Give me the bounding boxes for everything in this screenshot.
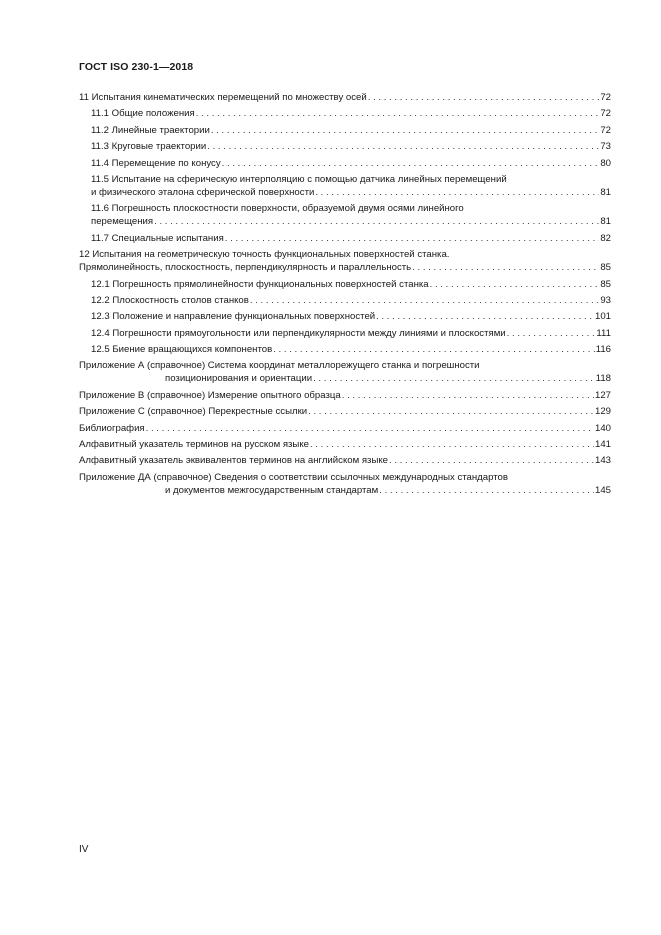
dot-leader bbox=[376, 310, 594, 323]
document-header: ГОСТ ISO 230-1—2018 bbox=[79, 61, 194, 73]
toc-entry-page: 85 bbox=[600, 278, 611, 290]
dot-leader bbox=[225, 232, 600, 245]
toc-entry-page: 145 bbox=[594, 484, 611, 496]
toc-entry-page: 82 bbox=[600, 232, 611, 244]
toc-entry-label: перемещения bbox=[91, 216, 154, 228]
toc-entry-first-line: Приложение А (справочное) Система координат металлорежущего станка и погрешности bbox=[79, 360, 480, 372]
toc-entry-page: 129 bbox=[594, 406, 611, 418]
dot-leader bbox=[207, 140, 599, 153]
table-of-contents bbox=[79, 91, 611, 500]
dot-leader bbox=[308, 405, 594, 418]
toc-entry[interactable] bbox=[79, 422, 611, 435]
dot-leader bbox=[379, 484, 594, 497]
toc-entry-label: 11.7 Специальные испытания bbox=[91, 232, 224, 244]
toc-entry-page: 127 bbox=[594, 389, 611, 401]
dot-leader bbox=[368, 91, 600, 104]
toc-entry[interactable] bbox=[79, 359, 611, 385]
toc-entry-first-line: 11.6 Погрешность плоскостности поверхности, образуемой двумя осями линейного bbox=[91, 203, 464, 215]
toc-entry-label: 11 Испытания кинематических перемещений по множеству осей bbox=[79, 92, 367, 103]
toc-entry[interactable] bbox=[79, 310, 611, 323]
toc-entry-label: и документов межгосударственным стандартам bbox=[165, 484, 379, 496]
toc-entry[interactable] bbox=[79, 202, 611, 228]
toc-entry[interactable] bbox=[79, 471, 611, 497]
toc-entry-label: 12.4 Погрешности прямоугольности или перпендикулярности между линиями и плоскостями bbox=[91, 327, 506, 339]
toc-entry-label: Приложение С (справочное) Перекрестные ссылки bbox=[79, 406, 308, 418]
toc-entry-label: 11.4 Перемещение по конусу bbox=[91, 157, 221, 169]
dot-leader bbox=[315, 186, 599, 199]
dot-leader bbox=[196, 107, 600, 120]
toc-entry[interactable] bbox=[79, 91, 611, 104]
toc-entry-page: 80 bbox=[600, 157, 611, 169]
toc-entry-label: Прямолинейность, плоскостность, перпендикулярность и параллельность bbox=[79, 262, 412, 274]
toc-entry-page: 72 bbox=[600, 92, 611, 103]
toc-entry-first-line: Приложение ДА (справочное) Сведения о соответствии ссылочных международных стандартов bbox=[79, 471, 508, 483]
toc-entry-page: 85 bbox=[600, 262, 611, 274]
toc-entry-page: 141 bbox=[594, 439, 611, 451]
dot-leader bbox=[211, 124, 599, 137]
toc-entry[interactable] bbox=[79, 248, 611, 274]
toc-entry-page: 72 bbox=[600, 108, 611, 120]
toc-entry-page: 118 bbox=[595, 373, 611, 385]
toc-entry[interactable] bbox=[79, 389, 611, 402]
toc-entry[interactable] bbox=[79, 438, 611, 451]
dot-leader bbox=[389, 454, 594, 467]
toc-entry-page: 143 bbox=[594, 455, 611, 467]
dot-leader bbox=[273, 343, 595, 356]
toc-entry-label: 11.1 Общие положения bbox=[91, 108, 195, 120]
dot-leader bbox=[222, 157, 600, 170]
toc-entry[interactable] bbox=[79, 327, 611, 340]
toc-entry[interactable] bbox=[79, 173, 611, 199]
toc-entry[interactable] bbox=[79, 157, 611, 170]
dot-leader bbox=[412, 261, 599, 274]
toc-entry[interactable] bbox=[79, 343, 611, 356]
toc-entry-label: Алфавитный указатель терминов на русском языке bbox=[79, 439, 309, 451]
toc-entry-label: Приложение В (справочное) Измерение опытного образца bbox=[79, 389, 341, 401]
toc-entry-page: 111 bbox=[596, 327, 611, 339]
toc-entry[interactable] bbox=[79, 278, 611, 291]
dot-leader bbox=[507, 327, 596, 340]
toc-entry[interactable] bbox=[79, 140, 611, 153]
dot-leader bbox=[313, 372, 595, 385]
toc-entry-page: 81 bbox=[600, 216, 611, 228]
toc-entry-label: Алфавитный указатель эквивалентов терминов на английском языке bbox=[79, 455, 388, 467]
toc-entry[interactable] bbox=[79, 232, 611, 245]
toc-entry-first-line: 11.5 Испытание на сферическую интерполяцию с помощью датчика линейных перемещений bbox=[91, 173, 507, 185]
toc-entry-label: 11.2 Линейные траектории bbox=[91, 124, 210, 136]
toc-entry-label: 12.3 Положение и направление функциональных поверхностей bbox=[91, 311, 376, 323]
toc-entry-page: 116 bbox=[595, 344, 611, 356]
dot-leader bbox=[430, 278, 600, 291]
toc-entry[interactable] bbox=[79, 107, 611, 120]
toc-entry-label: 12.2 Плоскостность столов станков bbox=[91, 294, 249, 306]
toc-entry-label: 12.1 Погрешность прямолинейности функциональных поверхностей станка bbox=[91, 278, 429, 290]
dot-leader bbox=[146, 422, 594, 435]
toc-entry[interactable] bbox=[79, 294, 611, 307]
toc-entry-page: 140 bbox=[594, 422, 611, 434]
toc-entry-first-line: 12 Испытания на геометрическую точность функциональных поверхностей станка. bbox=[79, 249, 450, 261]
dot-leader bbox=[154, 215, 599, 228]
toc-entry-page: 81 bbox=[600, 186, 611, 198]
toc-entry-label: 11.3 Круговые траектории bbox=[91, 141, 207, 153]
toc-entry-label: 12.5 Биение вращающихся компонентов bbox=[91, 344, 273, 356]
toc-entry-label: позиционирования и ориентации bbox=[165, 373, 313, 385]
dot-leader bbox=[250, 294, 599, 307]
toc-entry-label: Библиография bbox=[79, 422, 145, 434]
toc-entry[interactable] bbox=[79, 124, 611, 137]
toc-entry-label: и физического эталона сферической поверхности bbox=[91, 186, 315, 198]
dot-leader bbox=[310, 438, 594, 451]
dot-leader bbox=[342, 389, 594, 402]
toc-entry-page: 72 bbox=[600, 124, 611, 136]
page-number: IV bbox=[79, 844, 89, 855]
toc-entry-page: 101 bbox=[594, 311, 611, 323]
toc-entry-page: 73 bbox=[600, 141, 611, 153]
toc-entry[interactable] bbox=[79, 454, 611, 467]
toc-entry[interactable] bbox=[79, 405, 611, 418]
toc-entry-page: 93 bbox=[600, 294, 611, 306]
